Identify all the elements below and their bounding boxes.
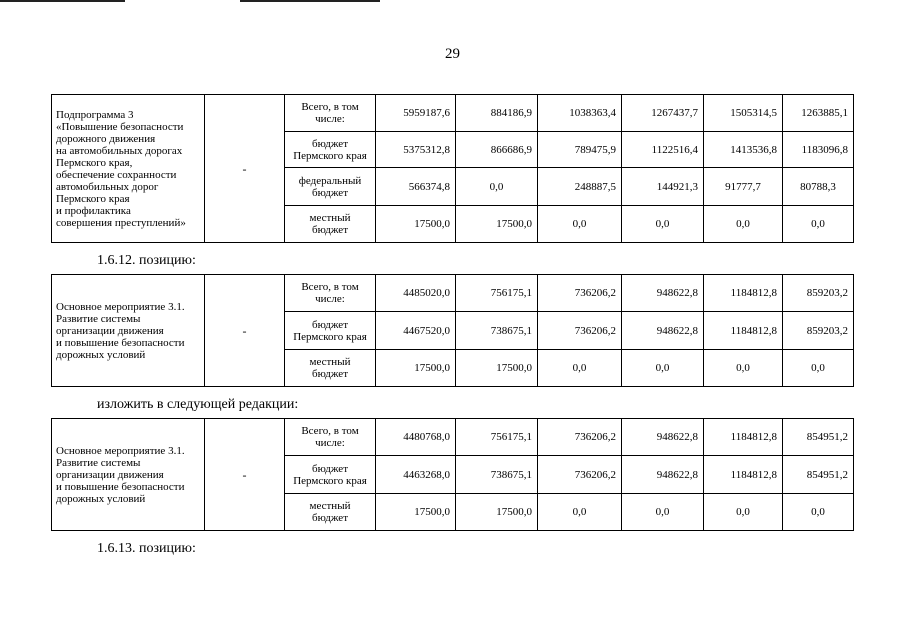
name-line: автомобильных дорог (56, 180, 159, 193)
value-cell: 854951,2 (783, 456, 854, 494)
source-line: Всего, в том (301, 425, 359, 437)
value-cell: 736206,2 (538, 419, 622, 456)
funding-source-cell (285, 132, 376, 168)
source-line: числе: (315, 293, 345, 305)
name-line: и повышение безопасности (56, 480, 185, 493)
source-line: местный (309, 500, 351, 512)
value-cell: 738675,1 (456, 456, 538, 494)
name-line: Пермского края, (56, 156, 133, 169)
value-cell: 0,0 (704, 350, 783, 387)
value-cell: 736206,2 (538, 312, 622, 350)
name-line: организации движения (56, 468, 164, 481)
value-cell: 884186,9 (456, 95, 538, 132)
dash-cell: - (205, 95, 285, 243)
value-cell: 91777,7 (704, 168, 783, 206)
name-line: Пермского края (56, 192, 130, 205)
measure-name-cell (52, 419, 205, 531)
value-cell: 1184812,8 (704, 456, 783, 494)
name-line: Развитие системы (56, 456, 141, 469)
value-cell: 1038363,4 (538, 95, 622, 132)
value-cell: 17500,0 (376, 494, 456, 531)
funding-source-cell (285, 419, 376, 456)
name-line: на автомобильных дорогах (56, 144, 183, 157)
value-cell: 17500,0 (456, 206, 538, 243)
value-cell: 17500,0 (376, 206, 456, 243)
value-cell: 0,0 (704, 206, 783, 243)
value-cell: 1413536,8 (704, 132, 783, 168)
value-cell: 0,0 (456, 168, 538, 206)
value-cell: 4480768,0 (376, 419, 456, 456)
source-line: бюджет (312, 462, 348, 475)
funding-source-cell (285, 95, 376, 132)
table-measure-3-1-current (51, 274, 854, 387)
funding-source-cell (285, 275, 376, 312)
funding-source-cell (285, 350, 376, 387)
source-line: бюджет (312, 512, 348, 524)
value-cell: 1122516,4 (622, 132, 704, 168)
source-line: числе: (315, 437, 345, 449)
value-cell: 736206,2 (538, 275, 622, 312)
value-cell: 17500,0 (456, 494, 538, 531)
value-cell: 17500,0 (456, 350, 538, 387)
value-cell: 1267437,7 (622, 95, 704, 132)
dash-cell: - (205, 275, 285, 387)
measure-name-cell (52, 275, 205, 387)
value-cell: 80788,3 (783, 168, 854, 206)
value-cell: 948622,8 (622, 312, 704, 350)
funding-source-cell (285, 168, 376, 206)
source-line: бюджет (312, 186, 348, 199)
value-cell: 5959187,6 (376, 95, 456, 132)
source-line: местный (309, 212, 351, 224)
source-line: бюджет (312, 224, 348, 236)
source-line: федеральный (298, 174, 362, 187)
value-cell: 0,0 (622, 350, 704, 387)
table-subprogram-3 (51, 94, 854, 243)
value-cell: 248887,5 (538, 168, 622, 206)
value-cell: 4463268,0 (376, 456, 456, 494)
value-cell: 0,0 (704, 494, 783, 531)
source-line: Всего, в том (301, 101, 359, 113)
name-line: дорожных условий (56, 348, 146, 361)
value-cell: 0,0 (538, 206, 622, 243)
value-cell: 0,0 (783, 206, 854, 243)
value-cell: 948622,8 (622, 275, 704, 312)
name-line: Основное мероприятие 3.1. (56, 300, 185, 313)
value-cell: 4467520,0 (376, 312, 456, 350)
value-cell: 0,0 (783, 350, 854, 387)
source-line: бюджет (312, 137, 348, 150)
name-line: Подпрограмма 3 (56, 108, 134, 121)
value-cell: 854951,2 (783, 419, 854, 456)
funding-source-cell (285, 312, 376, 350)
dash-cell: - (205, 419, 285, 531)
source-line: Всего, в том (301, 281, 359, 293)
value-cell: 0,0 (538, 494, 622, 531)
value-cell: 17500,0 (376, 350, 456, 387)
name-line: дорожного движения (56, 132, 156, 145)
value-cell: 1184812,8 (704, 419, 783, 456)
source-line: Пермского края (293, 149, 367, 162)
value-cell: 0,0 (622, 494, 704, 531)
source-line: бюджет (312, 368, 348, 380)
value-cell: 859203,2 (783, 312, 854, 350)
name-line: и повышение безопасности (56, 336, 185, 349)
value-cell: 789475,9 (538, 132, 622, 168)
value-cell: 866686,9 (456, 132, 538, 168)
name-line: Основное мероприятие 3.1. (56, 444, 185, 457)
page-number: 29 (445, 46, 460, 62)
value-cell: 1183096,8 (783, 132, 854, 168)
name-line: совершения преступлений» (56, 216, 186, 229)
section-caption: изложить в следующей редакции: (97, 397, 299, 412)
value-cell: 0,0 (622, 206, 704, 243)
value-cell: 948622,8 (622, 456, 704, 494)
top-edge-line (240, 0, 380, 2)
value-cell: 736206,2 (538, 456, 622, 494)
value-cell: 948622,8 (622, 419, 704, 456)
value-cell: 5375312,8 (376, 132, 456, 168)
funding-source-cell (285, 494, 376, 531)
name-line: и профилактика (56, 204, 131, 217)
name-line: дорожных условий (56, 492, 146, 505)
value-cell: 756175,1 (456, 419, 538, 456)
value-cell: 1505314,5 (704, 95, 783, 132)
source-line: числе: (315, 113, 345, 125)
name-line: Развитие системы (56, 312, 141, 325)
value-cell: 1184812,8 (704, 312, 783, 350)
section-caption: 1.6.13. позицию: (97, 541, 196, 556)
value-cell: 756175,1 (456, 275, 538, 312)
source-line: местный (309, 356, 351, 368)
value-cell: 1263885,1 (783, 95, 854, 132)
source-line: бюджет (312, 318, 348, 331)
measure-name-cell (52, 95, 205, 243)
table-measure-3-1-new (51, 418, 854, 531)
section-caption: 1.6.12. позицию: (97, 253, 196, 268)
value-cell: 4485020,0 (376, 275, 456, 312)
value-cell: 144921,3 (622, 168, 704, 206)
value-cell: 0,0 (783, 494, 854, 531)
name-line: обеспечение сохранности (56, 168, 177, 181)
name-line: «Повышение безопасности (56, 120, 184, 133)
value-cell: 566374,8 (376, 168, 456, 206)
top-edge-line (0, 0, 125, 2)
source-line: Пермского края (293, 474, 367, 487)
value-cell: 859203,2 (783, 275, 854, 312)
value-cell: 738675,1 (456, 312, 538, 350)
funding-source-cell (285, 206, 376, 243)
value-cell: 0,0 (538, 350, 622, 387)
name-line: организации движения (56, 324, 164, 337)
source-line: Пермского края (293, 330, 367, 343)
funding-source-cell (285, 456, 376, 494)
value-cell: 1184812,8 (704, 275, 783, 312)
